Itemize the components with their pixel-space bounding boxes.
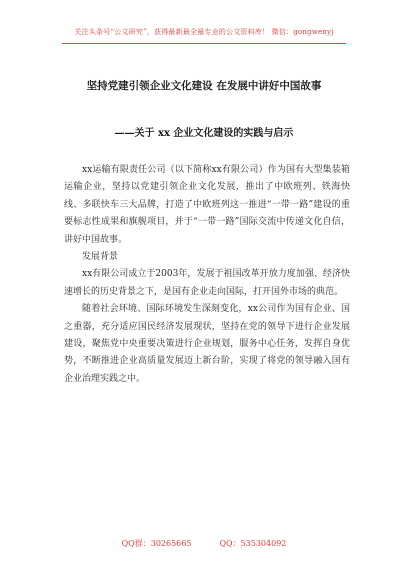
section-heading: 发展背景 [82,252,119,263]
header-divider [62,43,346,44]
paragraph-development: 随着社会环境、国际环境发生深刻变化，xx公司作为国有企业、国之重器，充分适应国民经济发展现状，坚持在党的领导下进行企业发展建设，聚焦党中央重要决策进行企业规划，服务中心任务，发挥自身优势，不断推进企业高质量发展迈上新台阶，实现了将党的领导融入国有企业治理实践之中。 [64,304,350,384]
paragraph-background: xx有限公司成立于2003年，发展于祖国改革开放力度加强、经济快速增长的历史背景之下，是国有企业走向国际，打开国外市场的典范。 [64,269,350,297]
footer-contact [0,538,408,549]
header-banner: 关注头条号“公文研究”，获得最新最全最专业的公文资料库！ 微信：gongwenyj [74,28,334,36]
document-title: 坚持党建引领企业文化建设 在发展中讲好中国故事 [86,80,322,92]
document-body [64,162,350,388]
document-subtitle: ——关于 xx 企业文化建设的实践与启示 [114,128,294,139]
paragraph-intro: xx运输有限责任公司（以下简称xx有限公司）作为国有大型集装箱运输企业，坚持以党建引领企业文化发展，推出了中欧班列、铁海快线、多联快车三大品牌，打造了中欧班列这一推进“一带一路”建设的重要标志性成果和旗舰项目，并于“一带一路”国际交流中传递文化自信，讲好中国故事。 [64,165,350,245]
footer-qq-group: QQ群：30265665 [121,539,192,548]
footer-qq: QQ：535304092 [219,539,287,548]
